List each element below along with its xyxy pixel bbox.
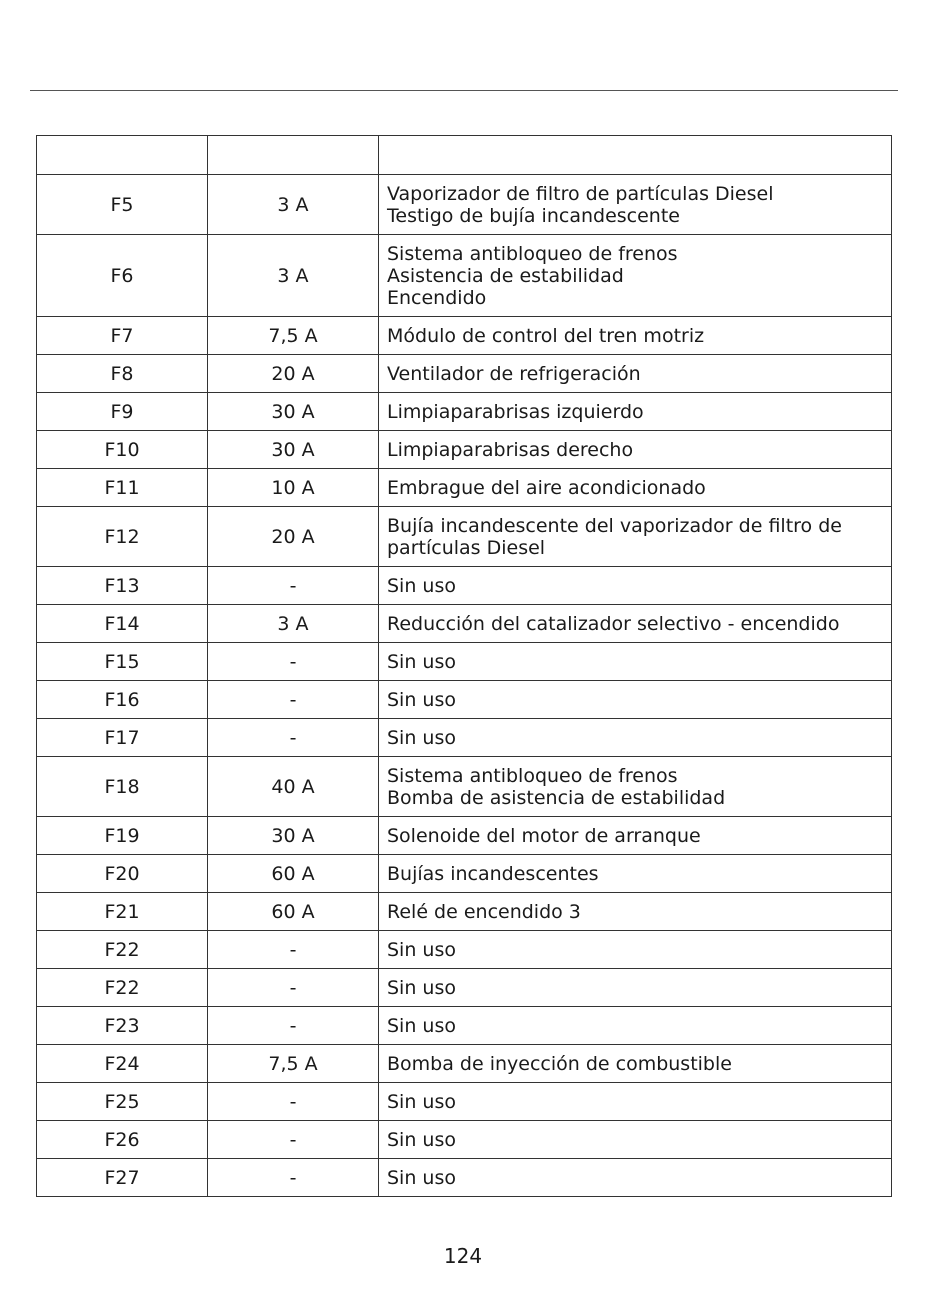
fuse-amperage: 60 A (208, 893, 379, 931)
fuse-number: F9 (37, 393, 208, 431)
fuse-number: F19 (37, 817, 208, 855)
table-row (37, 235, 892, 317)
fuse-amperage: 10 A (208, 469, 379, 507)
protected-circuit (379, 1121, 892, 1159)
circuit-line: Testigo de bujía incandescente (387, 204, 680, 227)
table-row (37, 605, 892, 643)
fuse-amperage: 7,5 A (208, 317, 379, 355)
fuse-number: F5 (37, 175, 208, 235)
protected-circuit (379, 1045, 892, 1083)
table-row (37, 931, 892, 969)
fuse-number: F27 (37, 1159, 208, 1197)
fuse-amperage: - (208, 1159, 379, 1197)
table-row (37, 757, 892, 817)
circuit-line: Sin uso (387, 1014, 456, 1037)
table-row (37, 969, 892, 1007)
circuit-line: Bujías incandescentes (387, 862, 599, 885)
header-rule (30, 90, 898, 91)
protected-circuit (379, 855, 892, 893)
table-row (37, 469, 892, 507)
fuse-number: F12 (37, 507, 208, 567)
fuse-amperage: - (208, 969, 379, 1007)
circuit-line: Sin uso (387, 1128, 456, 1151)
protected-circuit (379, 431, 892, 469)
fuse-amperage: - (208, 719, 379, 757)
table-row (37, 817, 892, 855)
fuse-amperage: 20 A (208, 507, 379, 567)
protected-circuit (379, 567, 892, 605)
circuit-line: Bujía incandescente del vaporizador de filtro de (387, 514, 842, 537)
table-row (37, 507, 892, 567)
table-row (37, 355, 892, 393)
protected-circuit (379, 355, 892, 393)
table-header-row (37, 136, 892, 175)
protected-circuit (379, 643, 892, 681)
circuit-line: Sin uso (387, 1166, 456, 1189)
table-row (37, 393, 892, 431)
fuse-amperage: - (208, 1083, 379, 1121)
circuit-line: Módulo de control del tren motriz (387, 324, 705, 347)
fuse-amperage: 3 A (208, 605, 379, 643)
table-row (37, 1083, 892, 1121)
table-row (37, 431, 892, 469)
page-number: 124 (443, 1244, 483, 1268)
fuse-amperage: 3 A (208, 235, 379, 317)
circuit-line: Sin uso (387, 574, 456, 597)
protected-circuit (379, 757, 892, 817)
circuit-line: Sistema antibloqueo de frenos (387, 242, 678, 265)
fuse-number: F18 (37, 757, 208, 817)
circuit-line: Solenoide del motor de arranque (387, 824, 701, 847)
fuse-number: F25 (37, 1083, 208, 1121)
table-row (37, 1007, 892, 1045)
fuse-number: F13 (37, 567, 208, 605)
fuse-amperage: - (208, 643, 379, 681)
fuse-number: F23 (37, 1007, 208, 1045)
table-row (37, 1121, 892, 1159)
circuit-line: Sin uso (387, 938, 456, 961)
fuse-number: F15 (37, 643, 208, 681)
fuse-amperage: - (208, 681, 379, 719)
fuse-number: F21 (37, 893, 208, 931)
protected-circuit (379, 317, 892, 355)
table-row (37, 317, 892, 355)
protected-circuit (379, 175, 892, 235)
fuse-number: F22 (37, 969, 208, 1007)
fuse-number: F16 (37, 681, 208, 719)
fuse-amperage: - (208, 931, 379, 969)
circuit-line: Encendido (387, 286, 487, 309)
fuse-amperage: 7,5 A (208, 1045, 379, 1083)
table-row (37, 567, 892, 605)
fuse-table (36, 135, 892, 1197)
fuse-number: F6 (37, 235, 208, 317)
table-row (37, 855, 892, 893)
fuse-amperage: 60 A (208, 855, 379, 893)
circuit-line: Limpiaparabrisas izquierdo (387, 400, 644, 423)
fuse-number: F26 (37, 1121, 208, 1159)
table-row (37, 1159, 892, 1197)
circuit-line: Limpiaparabrisas derecho (387, 438, 634, 461)
fuse-table-body (37, 136, 892, 1197)
circuit-line: Sin uso (387, 650, 456, 673)
circuit-line: Reducción del catalizador selectivo - encendido (387, 612, 840, 635)
circuit-line: partículas Diesel (387, 536, 546, 559)
circuit-line: Bomba de asistencia de estabilidad (387, 786, 726, 809)
circuit-line: Embrague del aire acondicionado (387, 476, 706, 499)
circuit-line: Sistema antibloqueo de frenos (387, 764, 678, 787)
circuit-line: Sin uso (387, 1090, 456, 1113)
fuse-number: F17 (37, 719, 208, 757)
fuse-amperage: 3 A (208, 175, 379, 235)
header-cell-amperage (208, 136, 379, 175)
circuit-line: Ventilador de refrigeración (387, 362, 641, 385)
protected-circuit (379, 1007, 892, 1045)
protected-circuit (379, 1159, 892, 1197)
fuse-number: F20 (37, 855, 208, 893)
circuit-line: Bomba de inyección de combustible (387, 1052, 732, 1075)
table-row (37, 175, 892, 235)
protected-circuit (379, 393, 892, 431)
protected-circuit (379, 1083, 892, 1121)
table-row (37, 719, 892, 757)
fuse-amperage: - (208, 567, 379, 605)
fuse-amperage: 30 A (208, 817, 379, 855)
fuse-number: F14 (37, 605, 208, 643)
fuse-amperage: 30 A (208, 431, 379, 469)
fuse-amperage: - (208, 1007, 379, 1045)
fuse-amperage: - (208, 1121, 379, 1159)
circuit-line: Asistencia de estabilidad (387, 264, 624, 287)
protected-circuit (379, 681, 892, 719)
protected-circuit (379, 507, 892, 567)
circuit-line: Vaporizador de filtro de partículas Diesel (387, 182, 774, 205)
header-cell-fuse (37, 136, 208, 175)
protected-circuit (379, 605, 892, 643)
protected-circuit (379, 719, 892, 757)
fuse-amperage: 30 A (208, 393, 379, 431)
circuit-line: Sin uso (387, 726, 456, 749)
fuse-number: F24 (37, 1045, 208, 1083)
header-cell-description (379, 136, 892, 175)
circuit-line: Relé de encendido 3 (387, 900, 581, 923)
protected-circuit (379, 893, 892, 931)
table-row (37, 681, 892, 719)
fuse-number: F10 (37, 431, 208, 469)
table-row (37, 1045, 892, 1083)
protected-circuit (379, 817, 892, 855)
fuse-number: F11 (37, 469, 208, 507)
protected-circuit (379, 931, 892, 969)
protected-circuit (379, 969, 892, 1007)
table-row (37, 643, 892, 681)
fuse-number: F7 (37, 317, 208, 355)
protected-circuit (379, 235, 892, 317)
circuit-line: Sin uso (387, 688, 456, 711)
fuse-amperage: 20 A (208, 355, 379, 393)
table-row (37, 893, 892, 931)
circuit-line: Sin uso (387, 976, 456, 999)
protected-circuit (379, 469, 892, 507)
fuse-number: F22 (37, 931, 208, 969)
fuse-amperage: 40 A (208, 757, 379, 817)
fuse-number: F8 (37, 355, 208, 393)
